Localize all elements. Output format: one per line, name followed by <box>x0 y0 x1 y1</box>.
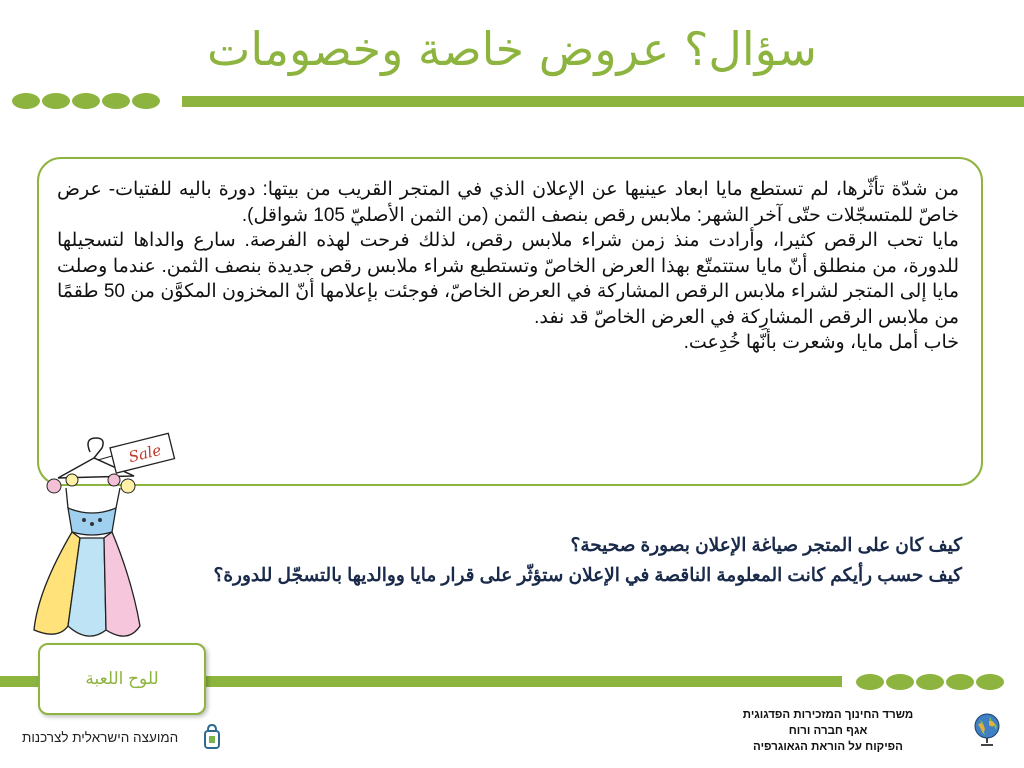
decor-dot <box>856 674 884 690</box>
decor-dot <box>72 93 100 109</box>
question-2: كيف حسب رأيكم كانت المعلومة الناقصة في الإعلان ستؤثّر على قرار مايا ووالديها بالتسجّل للدورة؟ <box>213 564 962 585</box>
decor-dot <box>12 93 40 109</box>
decor-dot <box>946 674 974 690</box>
questions <box>120 530 962 590</box>
page-title: سؤال؟ عروض خاصة وخصومات <box>207 22 817 76</box>
consumer-council-logo-icon <box>204 724 220 750</box>
consumer-council-label: המועצה הישראלית לצרכנות <box>22 730 179 745</box>
ministry-line-1: משרד החינוך המזכירות הפדגוגית <box>742 709 914 721</box>
question-1: كيف كان على المتجر صياغة الإعلان بصورة صحيحة؟ <box>570 534 962 555</box>
story-paragraph: مايا تحب الرقص كثيرا، وأرادت منذ زمن شراء ملابس رقص، لذلك فرحت لهذه الفرصة. سارع والداها لتسجيلها للدورة، من منطلق أنّ مايا ستتمتّع بهذا العرض الخاصّ وتستطيع شراء ملابس رقص جديدة بنصف الثمن. عندما وصلت مايا إلى المتجر لشراء ملابس الرقص المشاركة في العرض الخاصّ، فوجئت بإعلامها أنّ المخزون المكوَّن من 50 طقمًا من ملابس الرقص المشارِكة في العرض الخاصّ قد نفد. <box>57 230 959 328</box>
decor-dot <box>42 93 70 109</box>
top-bar <box>182 96 1024 107</box>
decor-dot <box>102 93 130 109</box>
ministry-line-2: אגף חברה ורוח <box>788 725 868 737</box>
globe-icon <box>972 712 1002 748</box>
ministry-line-3: הפיקוח על הוראת הגאוגרפיה <box>753 741 903 753</box>
story-paragraph: خاب أمل مايا، وشعرت بأنّها خُدِعت. <box>683 332 959 353</box>
sale-tag-text: Sale <box>126 440 164 467</box>
ministry-credit <box>698 707 958 755</box>
decor-dot <box>916 674 944 690</box>
story-paragraph: من شدّة تأثّرها، لم تستطع مايا ابعاد عينيها عن الإعلان الذي في المتجر القريب من بيتها: دورة باليه للفتيات- عرض خاصّ للمتسجّلات حتّى آخر الشهر: ملابس رقص بنصف الثمن (من الثمن الأصليّ 105 شواقل). <box>57 179 959 226</box>
game-board-button[interactable]: للوح اللعبة <box>38 643 206 715</box>
decor-dot <box>886 674 914 690</box>
decor-dot <box>976 674 1004 690</box>
decor-dot <box>132 93 160 109</box>
